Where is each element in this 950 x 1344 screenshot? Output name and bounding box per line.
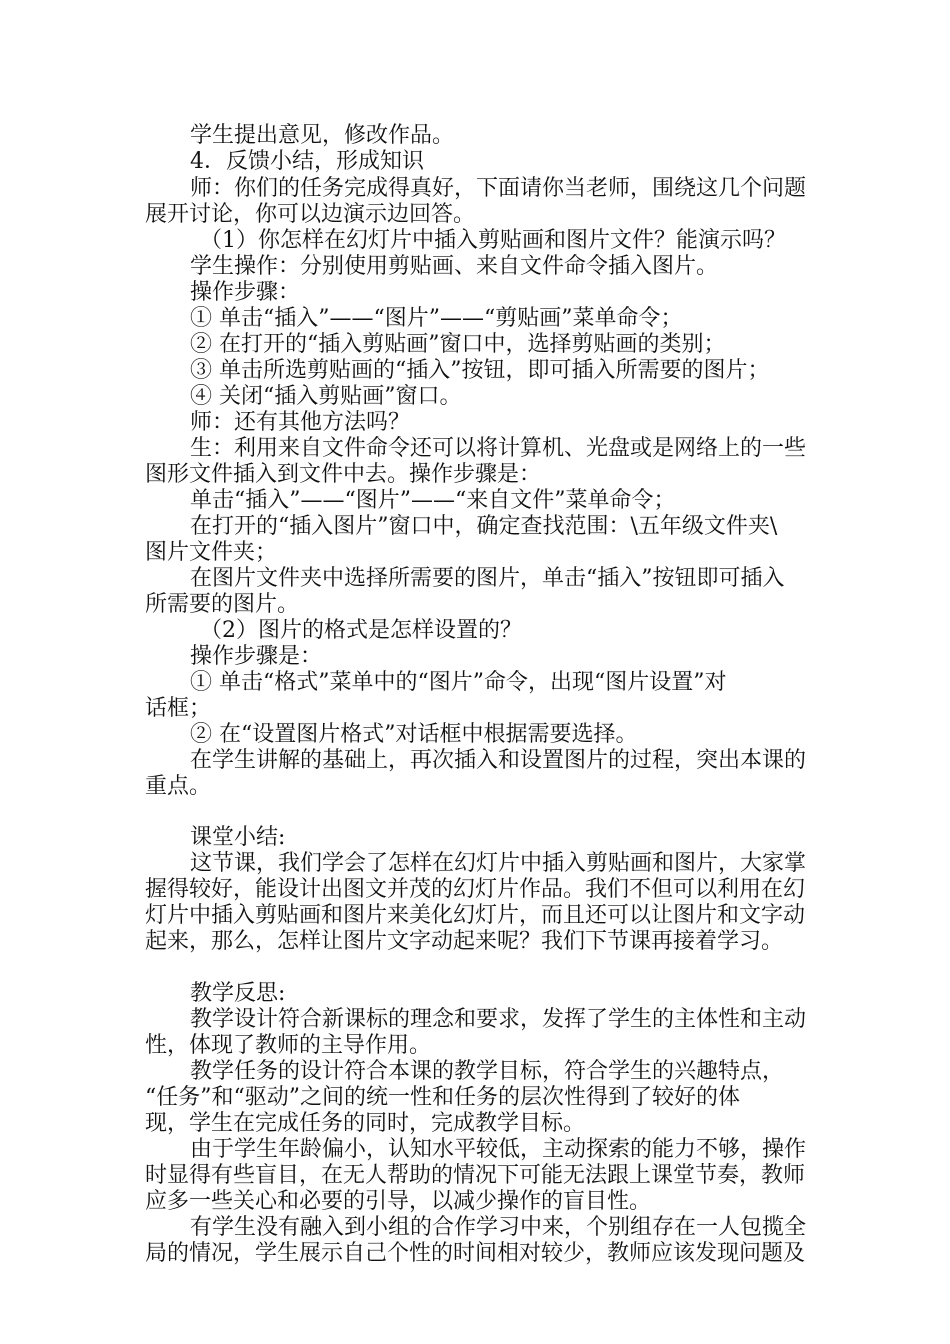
step-line: ① 单击“插入”——“图片”——“剪贴画”菜单命令； [190,306,683,331]
step-line: ② 在“设置图片格式”对话框中根据需要选择。 [190,722,638,747]
paragraph-line: 师：你们的任务完成得真好，下面请你当老师，围绕这几个问题 [190,176,807,201]
paragraph-line: 展开讨论，你可以边演示边回答。 [145,202,476,227]
paragraph-line: 学生提出意见，修改作品。 [190,123,455,148]
paragraph-line: 现，学生在完成任务的同时，完成教学目标。 [145,1111,586,1136]
paragraph-line: 起来，那么，怎样让图片文字动起来呢？我们下节课再接着学习。 [145,929,784,954]
paragraph-line: 生：利用来自文件命令还可以将计算机、光盘或是网络上的一些 [190,436,807,461]
step-line: ④ 关闭“插入剪贴画”窗口。 [190,384,462,409]
paragraph-line: 图形文件插入到文件中去。操作步骤是： [145,462,542,487]
paragraph-line: 单击“插入”——“图片”——“来自文件”菜单命令； [190,488,676,513]
question-line: （1）你怎样在幻灯片中插入剪贴画和图片文件？能演示吗？ [200,228,786,253]
paragraph-line: 操作步骤： [190,280,301,305]
paragraph-line: 图片文件夹； [145,540,278,565]
paragraph-line: 在打开的“插入图片”窗口中，确定查找范围：\五年级文件夹\ [190,514,778,539]
paragraph-line: 有学生没有融入到小组的合作学习中来，个别组存在一人包揽全 [190,1215,807,1240]
paragraph-line: 教学任务的设计符合本课的教学目标，符合学生的兴趣特点， [190,1059,785,1084]
step-line: ① 单击“格式”菜单中的“图片”命令，出现“图片设置”对 [190,670,727,695]
paragraph-line: 重点。 [145,774,212,799]
paragraph-line: “任务”和“驱动”之间的统一性和任务的层次性得到了较好的体 [145,1085,740,1110]
paragraph-line: 灯片中插入剪贴画和图片来美化幻灯片，而且还可以让图片和文字动 [145,903,806,928]
paragraph-line: 在学生讲解的基础上，再次插入和设置图片的过程，突出本课的 [190,748,807,773]
step-line: ③ 单击所选剪贴画的“插入”按钮，即可插入所需要的图片； [190,358,770,383]
paragraph-line: 局的情况，学生展示自己个性的时间相对较少，教师应该发现问题及 [145,1241,806,1266]
paragraph-line: 应多一些关心和必要的引导，以减少操作的盲目性。 [145,1189,652,1214]
paragraph-line: 在图片文件夹中选择所需要的图片，单击“插入”按钮即可插入 [190,566,785,591]
paragraph-line: 操作步骤是： [190,644,323,669]
paragraph-line: 所需要的图片。 [145,592,300,617]
section-heading: 课堂小结: [190,825,286,850]
section-heading: 教学反思: [190,981,286,1006]
paragraph-line: 教学设计符合新课标的理念和要求，发挥了学生的主体性和主动 [190,1007,807,1032]
paragraph-line: 师：还有其他方法吗？ [190,410,411,435]
paragraph-line: 由于学生年龄偏小，认知水平较低，主动探索的能力不够，操作 [190,1137,807,1162]
paragraph-line: 性，体现了教师的主导作用。 [145,1033,432,1058]
question-line: （2）图片的格式是怎样设置的？ [200,618,522,643]
step-line: ② 在打开的“插入剪贴画”窗口中，选择剪贴画的类别； [190,332,726,357]
section-heading: 4．反馈小结，形成知识 [190,149,424,174]
step-line: 话框； [145,696,212,721]
paragraph-line: 握得较好，能设计出图文并茂的幻灯片作品。我们不但可以利用在幻 [145,877,806,902]
paragraph-line: 时显得有些盲目，在无人帮助的情况下可能无法跟上课堂节奏，教师 [145,1163,806,1188]
paragraph-line: 这节课，我们学会了怎样在幻灯片中插入剪贴画和图片，大家掌 [190,851,807,876]
paragraph-line: 学生操作：分别使用剪贴画、来自文件命令插入图片。 [190,254,719,279]
